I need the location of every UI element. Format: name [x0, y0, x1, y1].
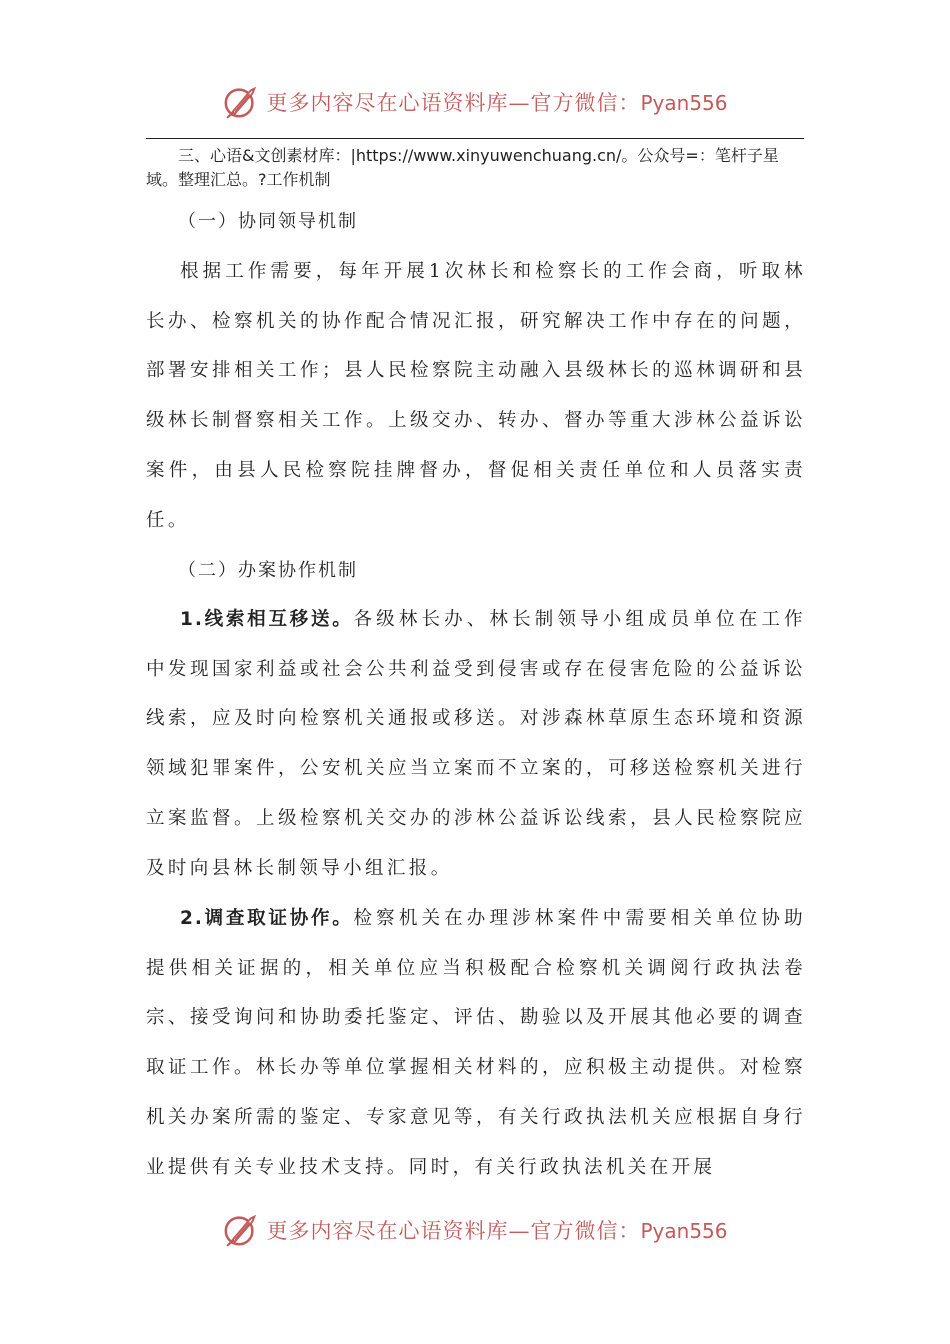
banner-text-cn: 更多内容尽在心语资料库—官方微信：	[266, 1219, 641, 1243]
item1-title: 1.线索相互移送。	[180, 609, 354, 630]
banner-text	[266, 1215, 727, 1245]
banner-text	[266, 87, 727, 117]
banner-text-cn: 更多内容尽在心语资料库—官方微信：	[266, 91, 641, 115]
section1-paragraph: 根据工作需要，每年开展1次林长和检察长的工作会商，听取林长办、检察机关的协作配合情况汇报，研究解决工作中存在的问题，部署安排相关工作；县人民检察院主动融入县级林长的巡林调研和县级林长制督察相关工作。上级交办、转办、督办等重大涉林公益诉讼案件，由县人民检察院挂牌督办，督促相关责任单位和人员落实责任。	[146, 261, 806, 531]
header-divider	[146, 138, 804, 139]
banner-wechat-id: Pyan556	[640, 91, 728, 115]
section-heading-2: （二）办案协作机制	[178, 560, 358, 581]
banner-wechat-id: Pyan556	[640, 1219, 728, 1243]
quill-logo-icon	[222, 1211, 260, 1249]
item2-paragraph	[146, 894, 806, 1192]
item1-text: 各级林长办、林长制领导小组成员单位在工作中发现国家利益或社会公共利益受到侵害或存在侵害危险的公益诉讼线索，应及时向检察机关通报或移送。对涉森林草原生态环境和资源领域犯罪案件，公安机关应当立案而不立案的，可移送检察机关进行立案监督。上级检察机关交办的涉林公益诉讼线索，县人民检察院应及时向县林长制领导小组汇报。	[146, 609, 806, 879]
footer-banner	[0, 1208, 950, 1252]
item2-text: 检察机关在办理涉林案件中需要相关单位协助提供相关证据的，相关单位应当积极配合检察机关调阅行政执法卷宗、接受询问和协助委托鉴定、评估、勘验以及开展其他必要的调查取证工作。林长办等单位掌握相关材料的，应积极主动提供。对检察机关办案所需的鉴定、专家意见等，有关行政执法机关应根据自身行业提供有关专业技术支持。同时，有关行政执法机关在开展	[146, 908, 806, 1178]
intro-line: 三、心语&文创素材库：|https://www.xinyuwenchuang.cn/。公众号=：笔杆子星域。整理汇总。?工作机制	[146, 146, 779, 189]
section-heading-1: （一）协同领导机制	[178, 211, 358, 232]
item1-paragraph	[146, 595, 806, 893]
item2-title: 2.调查取证协作。	[180, 908, 354, 929]
header-banner	[0, 80, 950, 124]
quill-logo-icon	[222, 83, 260, 121]
